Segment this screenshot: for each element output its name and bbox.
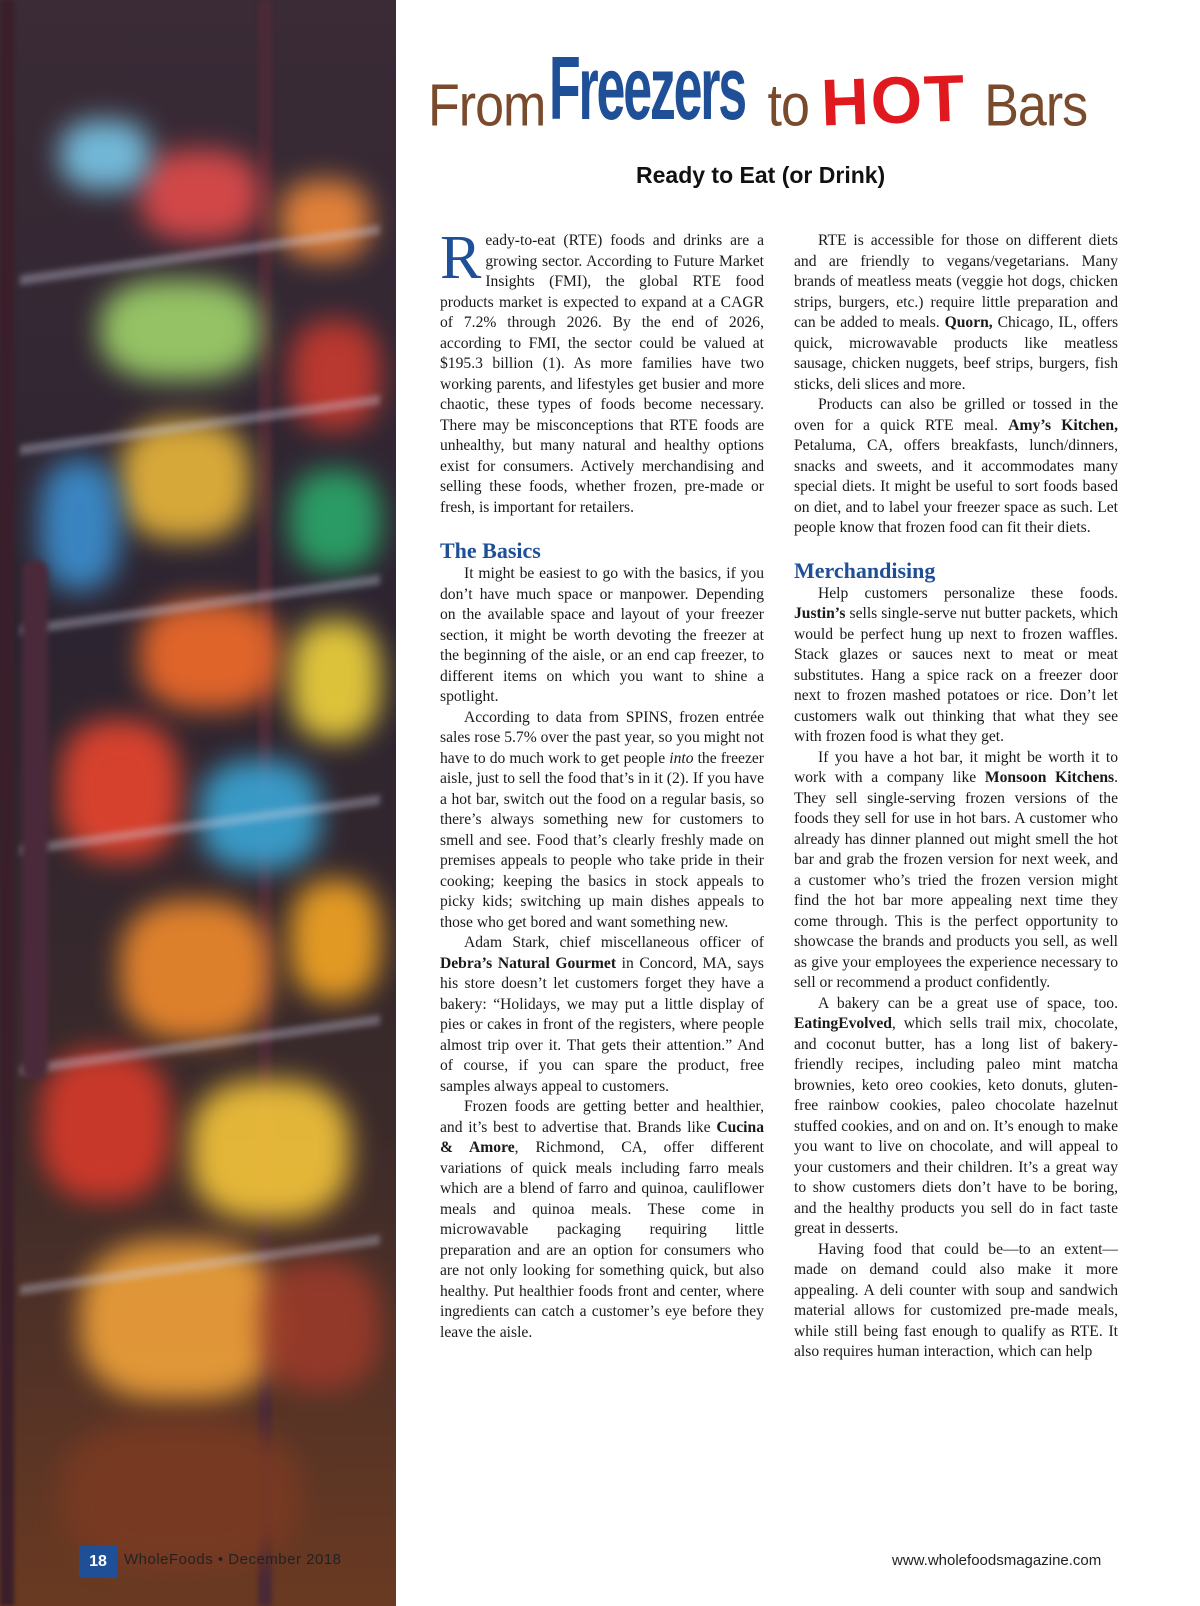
body-paragraph <box>440 1097 764 1343</box>
article-column-right <box>794 231 1118 1363</box>
body-paragraph: Having food that could be—to an extent—made on demand could also make it more appealing. A deli counter with soup and sandwich material allows for customized pre-made meals, while still being fast enough to qualify as RTE. It also requires human interaction, which can help <box>794 1240 1118 1360</box>
brand-name: Debra’s Natural Gourmet <box>440 954 617 972</box>
brand-name: Quorn, <box>944 314 993 331</box>
website-url[interactable]: www.wholefoodsmagazine.com <box>892 1552 1102 1569</box>
body-paragraph <box>794 748 1118 994</box>
text-run: According to data from SPINS, frozen entrée sales rose 5.7% over the past year, so you might not have to do much work to get people <box>440 708 764 767</box>
body-paragraph <box>794 231 1118 395</box>
section-heading-merchandising: Merchandising <box>794 557 936 583</box>
brand-name: Justin’s <box>794 605 846 622</box>
text-run: Petaluma, CA, offers breakfasts, lunch/dinners, snacks and sweets, and it accommodates many special diets. It might be useful to sort foods based on diet, and to label your freezer space as such. Let people know that frozen food can fit their diets. <box>794 437 1118 536</box>
freezer-door-frame <box>0 0 14 1606</box>
text-run: Help customers personalize these foods. <box>818 584 1118 602</box>
title-word-freezers: Freezers <box>549 38 746 139</box>
title-word-bars: Bars <box>984 72 1088 140</box>
publication-footer: WholeFoods • December 2018 <box>124 1551 342 1568</box>
photo-blur <box>140 600 280 710</box>
photo-blur <box>260 1260 380 1390</box>
photo-blur <box>100 280 260 380</box>
photo-blur <box>120 900 270 1040</box>
text-run: Chicago, IL, offers quick, microwavable products like meatless sausage, chicken nuggets, beef strips, burgers, fish sticks, deli slices and more. <box>794 314 1119 393</box>
body-paragraph: It might be easiest to go with the basics, if you don’t have much space or manpower. Depending on the available space and layout of your freezer section, it might be worth devoting the freezer at the beginning of the aisle, or an end cap freezer, to different items on which you want to shine a spotlight. <box>440 565 764 705</box>
text-run: RTE is accessible for those on different diets and are friendly to vegans/vegetarians. Many brands of meatless meats (veggie hot dogs, chicken strips, burgers, etc.) require little preparation and can be added to meals. <box>794 232 1118 331</box>
photo-blur <box>190 1080 350 1220</box>
brand-name: Cucina & Amore <box>440 1118 764 1156</box>
page-number: 18 <box>79 1546 117 1578</box>
title-word-from: From <box>428 72 546 140</box>
title-word-hot: HOT <box>819 60 968 140</box>
article-subtitle: Ready to Eat (or Drink) <box>636 162 886 188</box>
emphasis-text: into <box>669 749 694 767</box>
text-run: , which sells trail mix, chocolate, and coconut butter, has a long list of bakery-friendly recipes, including paleo mint matcha brownies, keto oreo cookies, keto donuts, gluten-free rainbow cookies, paleo chocolate hazelnut stuffed cookies, and on and on. It’s enough to make you want to live on chocolate, and will appeal to your customers and their children. It’s a great way to show customers diets don’t have to be boring, and the healthy products you sell do in fact taste great in desserts. <box>794 1015 1118 1237</box>
article-column-left <box>440 224 764 1343</box>
text-run: , Richmond, CA, offer different variations of quick meals including farro meals which are a blend of farro and quinoa, cauliflower meals and quinoa meals. These come in microwavable packaging requiring little preparation and are an option for consumers who are not only looking for something quick, but also healthy. Put healthier foods front and center, where ingredients can catch a customer’s eye before they leave the aisle. <box>440 1139 764 1341</box>
text-run: A bakery can be a great use of space, too. <box>818 994 1118 1012</box>
text-run: If you have a hot bar, it might be worth it to work with a company like <box>794 748 1118 786</box>
body-paragraph <box>794 584 1118 748</box>
section-heading-basics: The Basics <box>440 538 541 563</box>
photo-blur <box>140 150 260 240</box>
text-run: Adam Stark, chief miscellaneous officer of <box>464 934 764 951</box>
body-paragraph <box>440 708 764 934</box>
freezer-door-handle <box>22 560 48 1080</box>
photo-blur <box>40 1050 170 1200</box>
freezer-aisle-photo <box>0 0 396 1606</box>
photo-blur <box>40 460 120 590</box>
drop-cap: R <box>440 224 482 292</box>
intro-paragraph <box>440 224 764 518</box>
body-paragraph <box>794 395 1118 539</box>
text-run: the freezer aisle, just to sell the food that’s in it (2). If you have a hot bar, switch out the food on a regular basis, so there’s always something new for customers to smell and see. Food that’s clearly freshly made on premises appeals to people who take pride in their cooking; keeping the basics in stock appeals to picky kids; switching up main dishes appeals to those who get bored and want something new. <box>440 749 764 931</box>
text-run: Frozen foods are getting better and healthier, and it’s best to advertise that. Brands like <box>440 1098 764 1136</box>
photo-blur <box>60 120 150 190</box>
photo-blur <box>290 620 380 740</box>
title-word-to: to <box>767 72 809 140</box>
brand-name: EatingEvolved <box>794 1015 892 1032</box>
text-run: . They sell single-serving frozen versions of the foods they sell for use in hot bars. A customer who already has dinner planned out might smell the hot bar and grab the frozen version for next week, and a customer who’s tried the frozen version might find the hot bar more appealing next time they come through. This is the perfect opportunity to showcase the brands and products you sell, as well as give your employees the experience necessary to sell or recommend a product confidently. <box>794 769 1118 991</box>
photo-blur <box>290 470 380 570</box>
body-paragraph <box>440 933 764 1097</box>
article-title <box>428 38 1158 168</box>
photo-blur <box>280 180 370 260</box>
text-run: in Concord, MA, says his store doesn’t let customers forget they have a bakery: “Holidays, we may put a little display of pies or cakes in front of the registers, where people almost trip over it. That gets their attention.” And of course, if you can spare the product, free samples always appeal to customers. <box>440 954 764 1095</box>
brand-name: Amy’s Kitchen, <box>1008 416 1119 434</box>
text-run: Products can also be grilled or tossed in the oven for a quick RTE meal. <box>794 396 1118 434</box>
photo-blur <box>290 880 380 1000</box>
brand-name: Monsoon Kitchens <box>984 769 1115 786</box>
text-run: sells single-serve nut butter packets, which would be perfect hung up next to frozen waffles. Stack glazes or sauces next to meat or meat substitutes. Hang a spice rack on a freezer door next to frozen mashed potatoes or rice. Don’t let customers walk out thinking that what they see with frozen food is what they get. <box>794 605 1118 745</box>
body-paragraph <box>794 994 1118 1240</box>
intro-text: eady-to-eat (RTE) foods and drinks are a growing sector. According to Future Market Insights (FMI), the global RTE food products market is expected to expand at a CAGR of 7.2% through 2026. By the end of 2026, according to FMI, the sector could be valued at $195.3 billion (1). As more families have two working parents, and lifestyles get busier and more chaotic, these types of foods become necessary. There may be misconceptions that RTE foods are unhealthy, but many natural and healthy options exist for consumers. Actively merchandising and selling these foods, whether frozen, pre-made or fresh, is important for retailers. <box>440 232 764 516</box>
